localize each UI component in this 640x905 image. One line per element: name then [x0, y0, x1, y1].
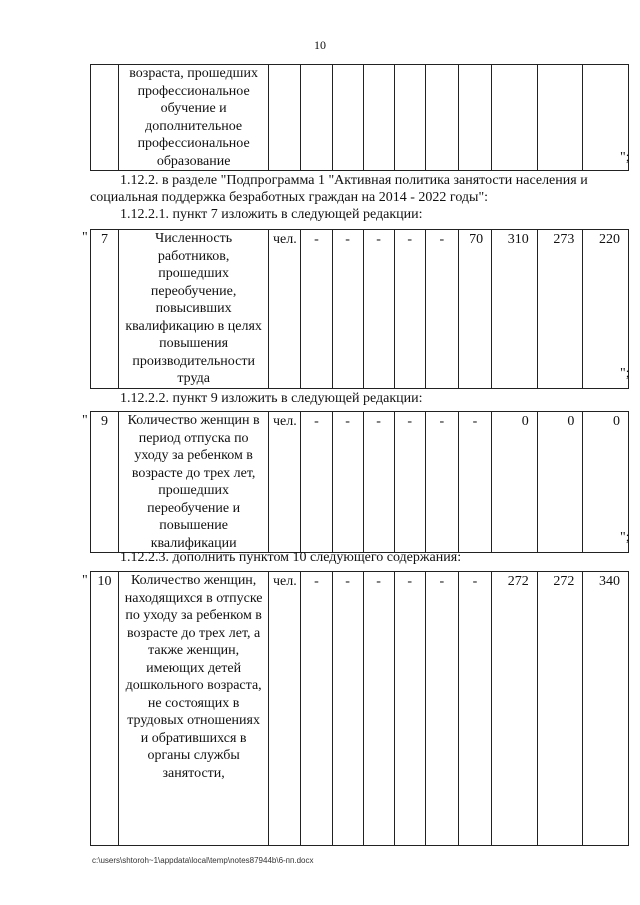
cell-unit: чел. — [269, 230, 301, 389]
cell-value: 0 — [583, 412, 629, 553]
cell-value — [458, 65, 491, 171]
cell-value — [492, 65, 538, 171]
cell-value: - — [301, 230, 332, 389]
cell-value: - — [363, 230, 394, 389]
cell-value: - — [458, 412, 491, 553]
cell-value: - — [332, 230, 363, 389]
open-quote: " — [82, 413, 88, 428]
cell-value: 70 — [458, 230, 491, 389]
cell-value: - — [425, 572, 458, 846]
cell-value: 272 — [537, 572, 583, 846]
cell-value: - — [363, 412, 394, 553]
cell-value: - — [394, 230, 425, 389]
cell-value: - — [458, 572, 491, 846]
page-number: 10 — [314, 38, 326, 52]
cell-value — [425, 65, 458, 171]
cell-value: 0 — [492, 412, 538, 553]
top-table-fragment — [90, 64, 629, 171]
cell-value: - — [394, 412, 425, 553]
row-9-table — [90, 411, 629, 553]
open-quote: " — [82, 573, 88, 588]
paragraph-1-12-2-line-2: социальная поддержка безработных граждан на 2014 - 2022 годы": — [90, 190, 489, 205]
open-quote: " — [82, 230, 88, 245]
closing-mark: "; — [620, 366, 630, 381]
cell-value: - — [394, 572, 425, 846]
cell-value — [301, 65, 332, 171]
cell-unit — [269, 65, 301, 171]
cell-value — [394, 65, 425, 171]
cell-unit: чел. — [269, 412, 301, 553]
closing-mark: "; — [620, 150, 630, 165]
table-row — [91, 230, 629, 389]
footer-file-path: c:\users\shtoroh~1\appdata\local\temp\notes87944b\6-пп.docx — [92, 856, 314, 865]
cell-value: 310 — [492, 230, 538, 389]
cell-num: 9 — [91, 412, 119, 553]
cell-value: - — [332, 412, 363, 553]
cell-value: 272 — [492, 572, 538, 846]
cell-name: Количество женщин в период отпуска по уходу за ребенком в возрасте до трех лет, прошедших переобучение и повышение квалификации — [118, 412, 268, 553]
cell-value — [332, 65, 363, 171]
cell-name: Количество женщин, находящихся в отпуске по уходу за ребенком в возрасте до трех лет, а также женщин, имеющих детей дошкольного возраста, не состоящих в трудовых отношениях и обратившихся в органы службы занятости, — [118, 572, 268, 846]
paragraph-1-12-2-1: 1.12.2.1. пункт 7 изложить в следующей редакции: — [120, 207, 423, 222]
cell-value: - — [425, 230, 458, 389]
table-row — [91, 412, 629, 553]
cell-name: возраста, прошедших профессиональное обучение и дополнительное профессиональное образование — [118, 65, 268, 171]
row-10-table — [90, 571, 629, 846]
closing-mark: "; — [620, 530, 630, 545]
cell-value: - — [301, 572, 332, 846]
paragraph-1-12-2-3: 1.12.2.3. дополнить пунктом 10 следующего содержания: — [120, 550, 462, 565]
cell-value — [537, 65, 583, 171]
cell-value: - — [425, 412, 458, 553]
cell-value: - — [363, 572, 394, 846]
cell-name: Численность работников, прошедших переобучение, повысивших квалификацию в целях повышения производительности труда — [118, 230, 268, 389]
cell-value: 0 — [537, 412, 583, 553]
row-7-table — [90, 229, 629, 389]
cell-value: - — [332, 572, 363, 846]
cell-num: 7 — [91, 230, 119, 389]
paragraph-1-12-2-line-1: 1.12.2. в разделе "Подпрограмма 1 "Активная политика занятости населения и — [120, 173, 588, 188]
cell-num: 10 — [91, 572, 119, 846]
cell-value: 220 — [583, 230, 629, 389]
table-row — [91, 572, 629, 846]
cell-value: 273 — [537, 230, 583, 389]
cell-num — [91, 65, 119, 171]
cell-value: 340 — [583, 572, 629, 846]
cell-value — [363, 65, 394, 171]
paragraph-1-12-2-2: 1.12.2.2. пункт 9 изложить в следующей редакции: — [120, 391, 423, 406]
cell-value: - — [301, 412, 332, 553]
cell-unit: чел. — [269, 572, 301, 846]
